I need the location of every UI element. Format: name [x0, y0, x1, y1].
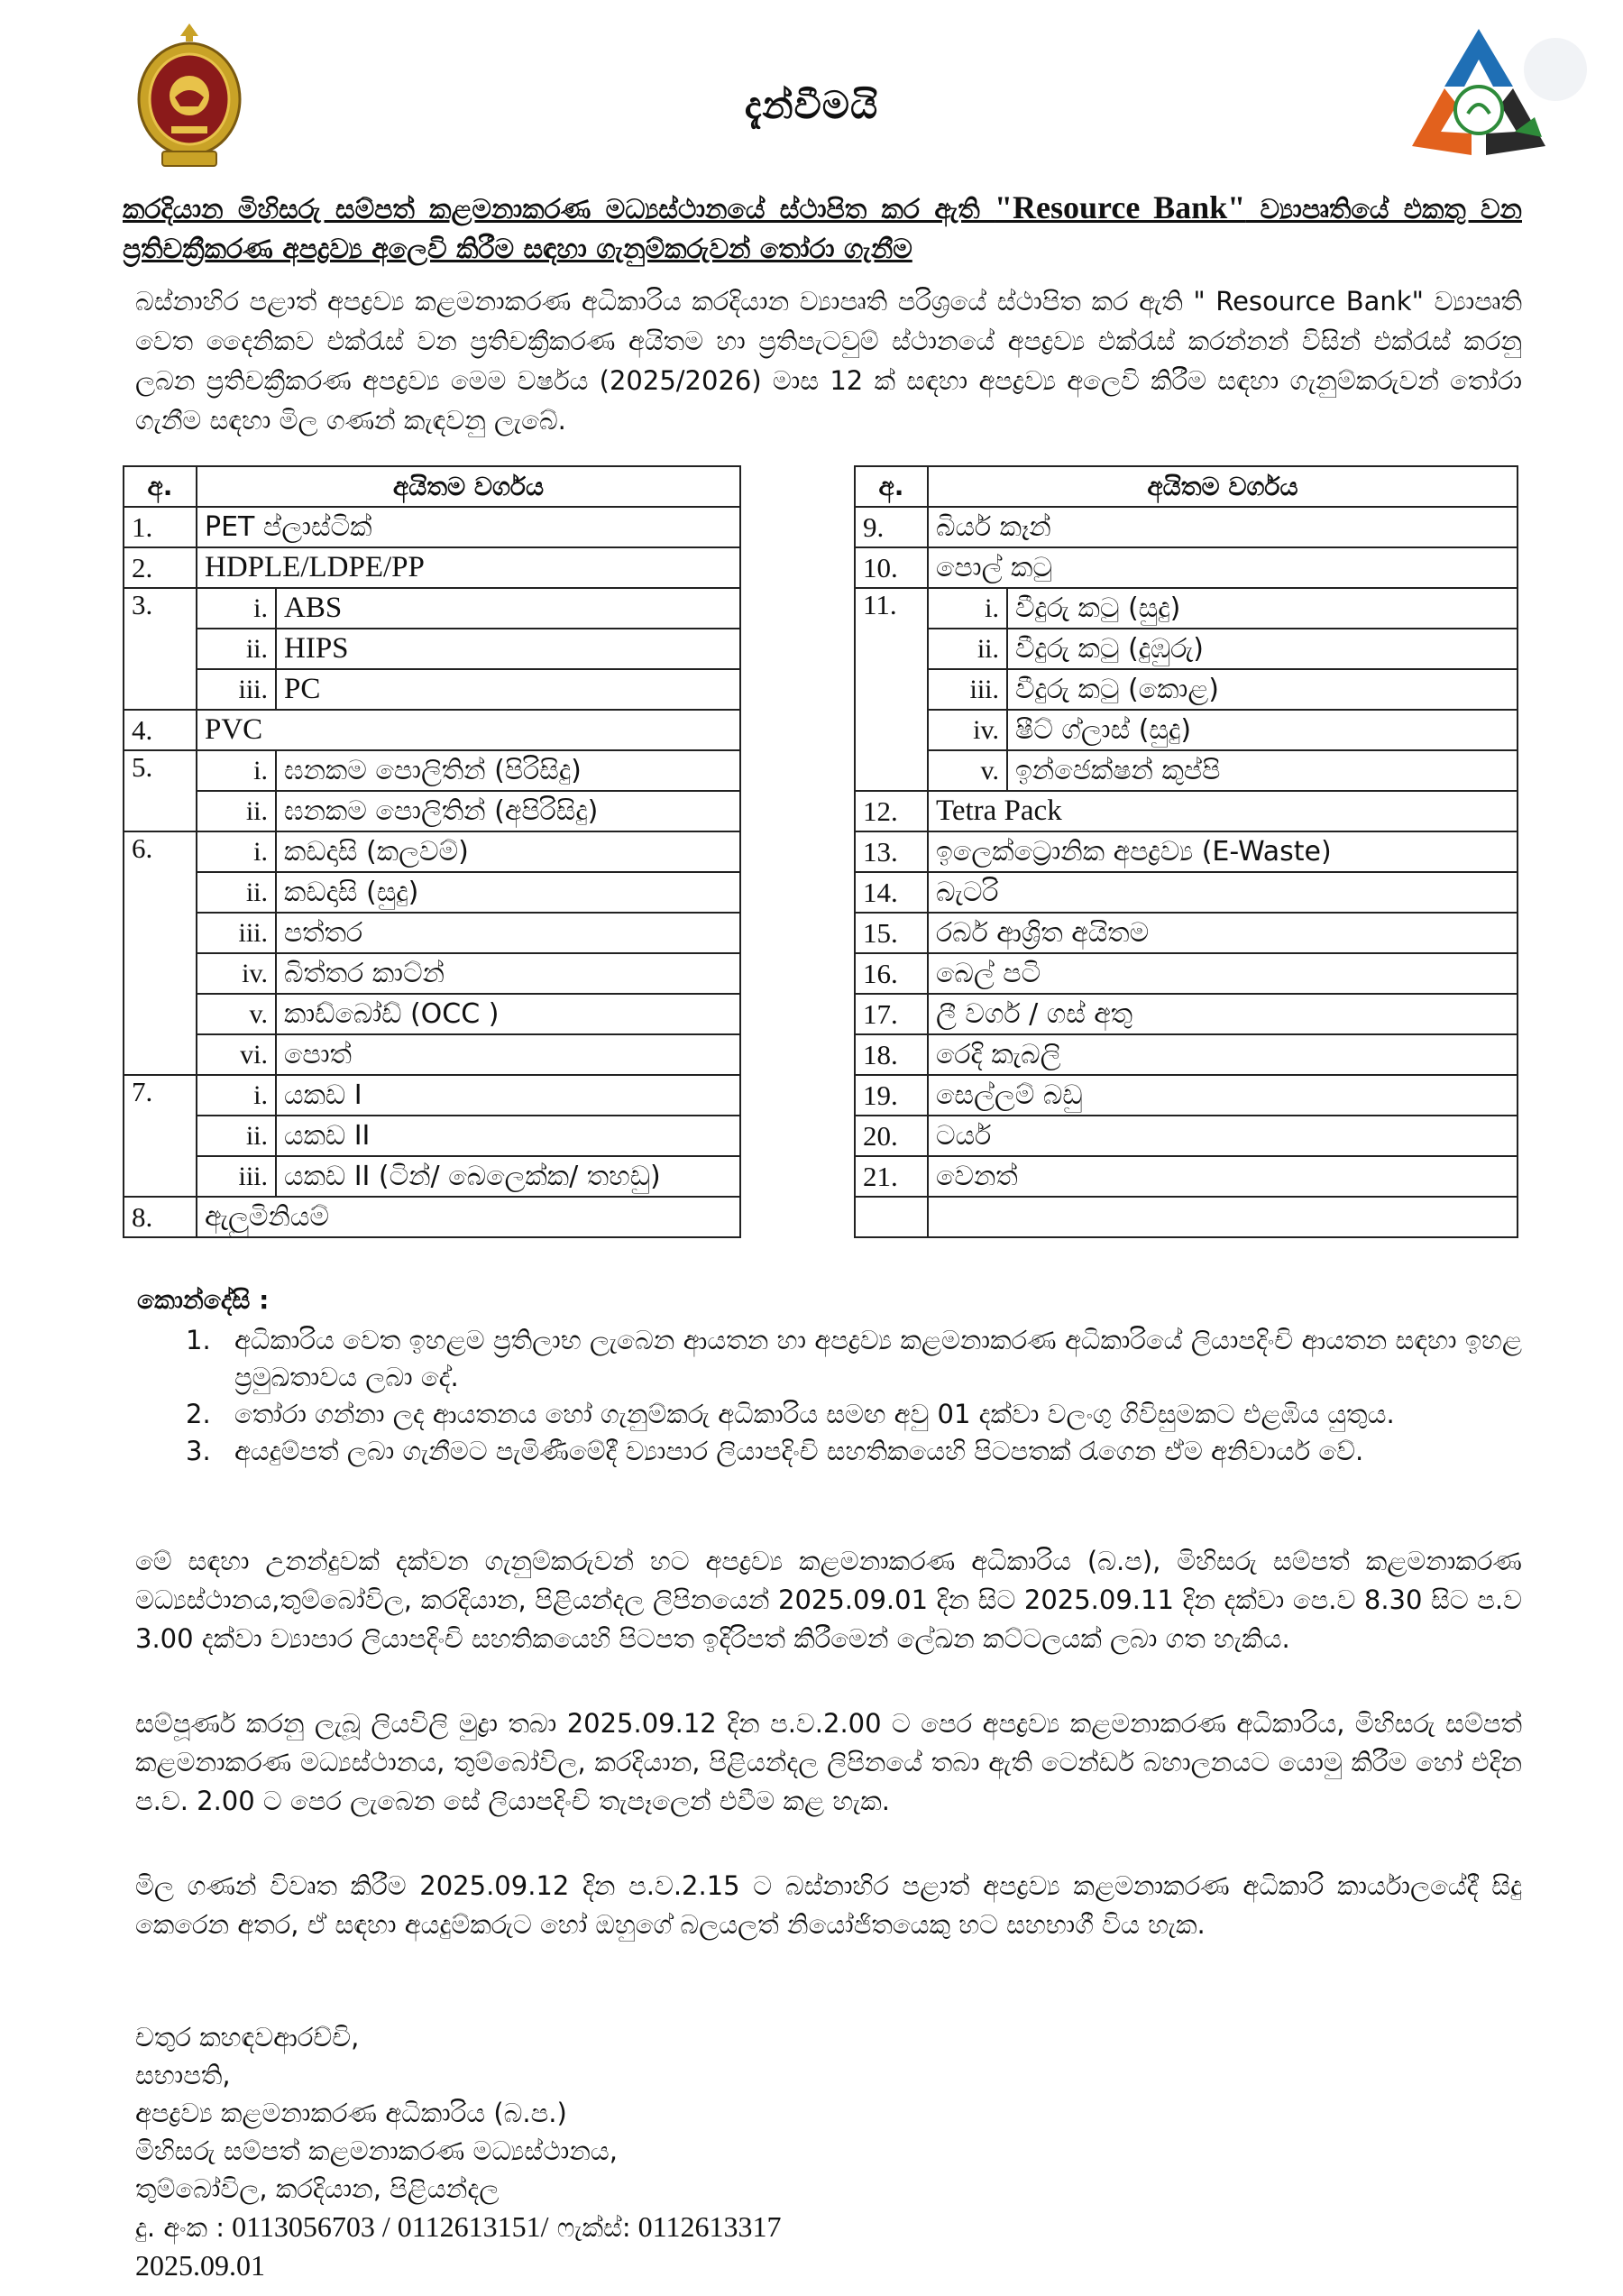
header-number: අ.	[855, 466, 928, 507]
table-row	[855, 953, 1518, 994]
subject-resource-bank: "Resource Bank"	[995, 189, 1246, 225]
sub-item-number: i.	[197, 1075, 276, 1116]
table-row	[124, 1034, 740, 1075]
signatory-name: චතුර කහඳවආරච්චි,	[135, 2022, 360, 2053]
table-row	[124, 1197, 740, 1237]
item-name: බැටරි	[928, 872, 1518, 913]
item-name: HIPS	[276, 629, 740, 669]
item-name: බෙල් පටි	[928, 953, 1518, 994]
item-name: ඉලෙක්ට්‍රොනික අපද්‍රව්‍ය (E-Waste)	[928, 831, 1518, 872]
condition-item	[170, 1322, 1522, 1396]
item-number: 5.	[124, 750, 197, 831]
sub-item-number: i.	[928, 588, 1007, 629]
table-row	[124, 994, 740, 1034]
table-row	[855, 791, 1518, 831]
item-number: 21.	[855, 1156, 928, 1197]
signature-block	[135, 2018, 781, 2284]
item-number: 15.	[855, 913, 928, 953]
subject-part-1: කරදියාන මිහිසරු සම්පත් කළමනාකරණ මධ්‍යස්ථානයේ ස්ථාපිත කර ඇති	[123, 194, 995, 225]
header-item-type: අයිතම වර්ගය	[928, 466, 1518, 507]
item-name: සෙල්ලම් බඩු	[928, 1075, 1518, 1116]
condition-number: 2.	[186, 1399, 211, 1429]
item-number: 13.	[855, 831, 928, 872]
item-name: වීදුරු කටු (කොළ)	[1007, 669, 1518, 710]
item-name: යකඩ II (ටින්/ බෙලෙක්ක/ තහඩු)	[276, 1156, 740, 1197]
item-number: 19.	[855, 1075, 928, 1116]
item-number: 11.	[855, 588, 928, 791]
notice-subject	[123, 188, 1522, 270]
item-name: කඩදාසි (සුදු)	[276, 872, 740, 913]
condition-item	[170, 1396, 1522, 1433]
table-row	[855, 1156, 1518, 1197]
item-name: ඉන්ජෙක්ෂන් කුප්පි	[1007, 750, 1518, 791]
item-number: 10.	[855, 547, 928, 588]
sub-item-number: v.	[928, 750, 1007, 791]
sub-item-number: v.	[197, 994, 276, 1034]
item-number: 8.	[124, 1197, 197, 1237]
item-name: Tetra Pack	[928, 791, 1518, 831]
sub-item-number: iii.	[197, 1156, 276, 1197]
table-row	[855, 913, 1518, 953]
table-row	[855, 1034, 1518, 1075]
conditions-list	[170, 1322, 1522, 1470]
sub-item-number: iv.	[928, 710, 1007, 750]
table-header-row	[855, 466, 1518, 507]
submission-paragraph: සම්පූර්ණ කරනු ලැබූ ලියවිලි මුද්‍රා තබා 2025.09.12 දින ප.ව.2.00 ට පෙර අපද්‍රව්‍ය කළමනාකරණ අධිකාරිය, මිහිසරු සම්පත් කළමනාකරණ මධ්‍යස්ථානය, තුම්බෝවිල, කරදියාන, පිළියන්දල ලිපිනයේ තබා ඇති ටෙන්ඩර් බහාලනයට යොමු කිරීම හෝ එදින ප.ව. 2.00 ට පෙර ලැබෙන සේ ලියාපදිංචි තැපෑලෙන් එවීම කළ හැක.	[135, 1708, 1522, 1816]
item-name: පොල් කටු	[928, 547, 1518, 588]
item-number	[855, 1197, 928, 1237]
item-number: 18.	[855, 1034, 928, 1075]
items-table-left	[123, 465, 741, 1238]
table-row	[124, 1156, 740, 1197]
sub-item-number: ii.	[197, 872, 276, 913]
address-line-1: මිහිසරු සම්පත් කළමනාකරණ මධ්‍යස්ථානය,	[135, 2135, 618, 2166]
item-name: රෙදි කැබලි	[928, 1034, 1518, 1075]
header-number: අ.	[124, 466, 197, 507]
item-number: 3.	[124, 588, 197, 710]
item-name: යකඩ I	[276, 1075, 740, 1116]
phone-numbers: 0113056703 / 0112613151/	[225, 2210, 549, 2243]
table-row	[855, 1075, 1518, 1116]
sub-item-number: iii.	[928, 669, 1007, 710]
contact-line	[135, 2208, 781, 2246]
condition-text: අයදුම්පත් ලබා ගැනීමට පැමිණීමේදී ව්‍යාපාර ලියාපදිංචි සහතිකයෙහි පිටපතක් රැගෙන ඒම අනිවාර්ය වේ.	[234, 1436, 1364, 1466]
item-name: වෙනත්	[928, 1156, 1518, 1197]
table-row	[855, 710, 1518, 750]
address-line-2: තුම්බෝවිල, කරදියාන, පිළියන්දල	[135, 2173, 500, 2204]
table-row	[124, 588, 740, 629]
table-row	[124, 547, 740, 588]
sub-item-number: ii.	[197, 629, 276, 669]
table-row	[124, 1116, 740, 1156]
item-name: රබර් ආශ්‍රිත අයිතම	[928, 913, 1518, 953]
item-number: 1.	[124, 507, 197, 547]
table-row	[855, 831, 1518, 872]
table-row	[124, 750, 740, 791]
table-row	[855, 588, 1518, 629]
table-row	[124, 831, 740, 872]
fax-number: 0112613317	[630, 2210, 782, 2243]
item-name: කඩදාසි (කලවම්)	[276, 831, 740, 872]
table-row	[124, 791, 740, 831]
sub-item-number: vi.	[197, 1034, 276, 1075]
sub-item-number: iii.	[197, 913, 276, 953]
condition-number: 1.	[186, 1325, 211, 1355]
condition-item	[170, 1433, 1522, 1470]
header-item-type: අයිතම වර්ගය	[197, 466, 740, 507]
condition-number: 3.	[186, 1436, 211, 1466]
table-row	[855, 629, 1518, 669]
item-number: 9.	[855, 507, 928, 547]
item-name: ABS	[276, 588, 740, 629]
conditions-heading: කොන්දේසි :	[137, 1285, 270, 1315]
condition-text: අධිකාරිය වෙත ඉහළම ප්‍රතිලාභ ලැබෙන ආයතන හා අපද්‍රව්‍ය කළමනාකරණ අධිකාරියේ ලියාපදිංචි ආයතන සඳහා ඉහළ ප්‍රමුඛතාවය ලබා දේ.	[234, 1325, 1522, 1392]
sub-item-number: i.	[197, 831, 276, 872]
item-name: බියර් කෑන්	[928, 507, 1518, 547]
item-name: ටයර්	[928, 1116, 1518, 1156]
items-table-right	[854, 465, 1518, 1238]
item-name: HDPLE/LDPE/PP	[197, 547, 740, 588]
signature-date: 2025.09.01	[135, 2249, 265, 2282]
item-name: බිත්තර කාට්න්	[276, 953, 740, 994]
subject-part-2: ව්‍යාපෘතියේ එකතු වන ප්‍රතිචක්‍රීකරණ අපද්‍රව්‍ය අලෙවි කිරීම සඳහා ගැනුම්කරුවන් තෝරා ගැනීම	[123, 194, 1522, 265]
item-name: වීදුරු කටු (දුඹුරු)	[1007, 629, 1518, 669]
item-number: 7.	[124, 1075, 197, 1197]
sub-item-number: iv.	[197, 953, 276, 994]
item-number: 17.	[855, 994, 928, 1034]
signatory-organization: අපද්‍රව්‍ය කළමනාකරණ අධිකාරිය (බ.ප.)	[135, 2098, 567, 2128]
table-row	[124, 1075, 740, 1116]
table-row	[855, 669, 1518, 710]
item-name: PC	[276, 669, 740, 710]
table-row	[855, 872, 1518, 913]
item-name: ෂීට් ග්ලාස් (සුදු)	[1007, 710, 1518, 750]
table-row	[855, 750, 1518, 791]
item-name: PVC	[197, 710, 740, 750]
sub-item-number: i.	[197, 750, 276, 791]
item-name: කාඩ්බෝඩ් (OCC )	[276, 994, 740, 1034]
intro-paragraph: බස්නාහිර පළාත් අපද්‍රව්‍ය කළමනාකරණ අධිකාරිය කරදියාන ව්‍යාපෘති පරිශ්‍රයේ ස්ථාපිත කර ඇති " Resource Bank" ව්‍යාපෘති වෙත දෛනිකව එක්රැස් වන ප්‍රතිචක්‍රීකරණ අයිතම හා ප්‍රතිපැටවුම් ස්ථානයේ අපද්‍රව්‍ය එක්රැස් කරන්නන් විසින් එක්රැස් කරනු ලබන ප්‍රතිචක්‍රීකරණ අපද්‍රව්‍ය මෙම වර්ෂය (2025/2026) මාස 12 ක් සඳහා අපද්‍රව්‍ය අලෙවි කිරීම සඳහා ගැනුම්කරුවන් තෝරා ගැනීම සඳහා මිල ගණන් කැඳවනු ලැබේ.	[135, 286, 1522, 436]
item-number: 6.	[124, 831, 197, 1075]
application-info-paragraph: මේ සඳහා උනන්දුවක් දක්වන ගැනුම්කරුවන් හට අපද්‍රව්‍ය කළමනාකරණ අධිකාරිය (බ.ප), මිහිසරු සම්පත් කළමනාකරණ මධ්‍යස්ථානය,තුම්බෝවිල, කරදියාන, පිළියන්දල ලිපිනයෙන් 2025.09.01 දින සිට 2025.09.11 දින දක්වා පෙ.ව 8.30 සිට ප.ව 3.00 දක්වා ව්‍යාපාර ලියාපදිංචි සහතිකයෙහි පිටපත ඉදිරිපත් කිරීමෙන් ලේඛන කට්ටලයක් ලබා ගත හැකිය.	[135, 1546, 1522, 1654]
sub-item-number: i.	[197, 588, 276, 629]
item-name: PET ප්ලාස්ටික්	[197, 507, 740, 547]
item-name: පත්තර	[276, 913, 740, 953]
opening-paragraph: මිල ගණන් විවෘත කිරීම 2025.09.12 දින ප.ව.2.15 ට බස්නාහිර පළාත් අපද්‍රව්‍ය කළමනාකරණ අධිකාරි කාර්යාලයේදී සිදු කෙරෙන අතර, ඒ සඳහා අයදුම්කරුට හෝ ඔහුගේ බලයලත් නියෝජිතයෙකු හට සහභාගී විය හැක.	[135, 1870, 1522, 1940]
sub-item-number: ii.	[197, 1116, 276, 1156]
table-row	[855, 994, 1518, 1034]
item-number: 12.	[855, 791, 928, 831]
item-name: ලී වර්ග / ගස් අතු	[928, 994, 1518, 1034]
condition-text: තෝරා ගන්නා ලද ආයතනය හෝ ගැනුම්කරු අධිකාරිය සමඟ අවු 01 දක්වා වලංගු ගිවිසුමකට එළඹිය යුතුය.	[234, 1399, 1395, 1429]
fax-label: ෆැක්ස්:	[548, 2212, 631, 2243]
table-row	[124, 629, 740, 669]
table-header-row	[124, 466, 740, 507]
phone-label: දු. අංක :	[135, 2212, 225, 2243]
item-name: ඝනකම පොලිතින් (අපිරිසිදු)	[276, 791, 740, 831]
item-name: යකඩ II	[276, 1116, 740, 1156]
table-row	[855, 507, 1518, 547]
table-row	[124, 913, 740, 953]
table-row	[124, 872, 740, 913]
item-name	[928, 1197, 1518, 1237]
table-row	[124, 710, 740, 750]
notice-title: දැන්වීමයි	[744, 83, 879, 127]
item-number: 20.	[855, 1116, 928, 1156]
sub-item-number: ii.	[928, 629, 1007, 669]
signatory-position: සභාපති,	[135, 2060, 231, 2090]
table-row	[855, 547, 1518, 588]
item-name: වීදුරු කටු (සුදු)	[1007, 588, 1518, 629]
table-row	[124, 669, 740, 710]
item-number: 16.	[855, 953, 928, 994]
item-number: 14.	[855, 872, 928, 913]
table-row	[855, 1116, 1518, 1156]
table-row	[124, 507, 740, 547]
item-number: 4.	[124, 710, 197, 750]
table-row	[124, 953, 740, 994]
sub-item-number: iii.	[197, 669, 276, 710]
item-name: ඇලුමිනියම්	[197, 1197, 740, 1237]
item-number: 2.	[124, 547, 197, 588]
table-row	[855, 1197, 1518, 1237]
item-name: පොත්	[276, 1034, 740, 1075]
sub-item-number: ii.	[197, 791, 276, 831]
item-name: ඝනකම පොලිතින් (පිරිසිදු)	[276, 750, 740, 791]
